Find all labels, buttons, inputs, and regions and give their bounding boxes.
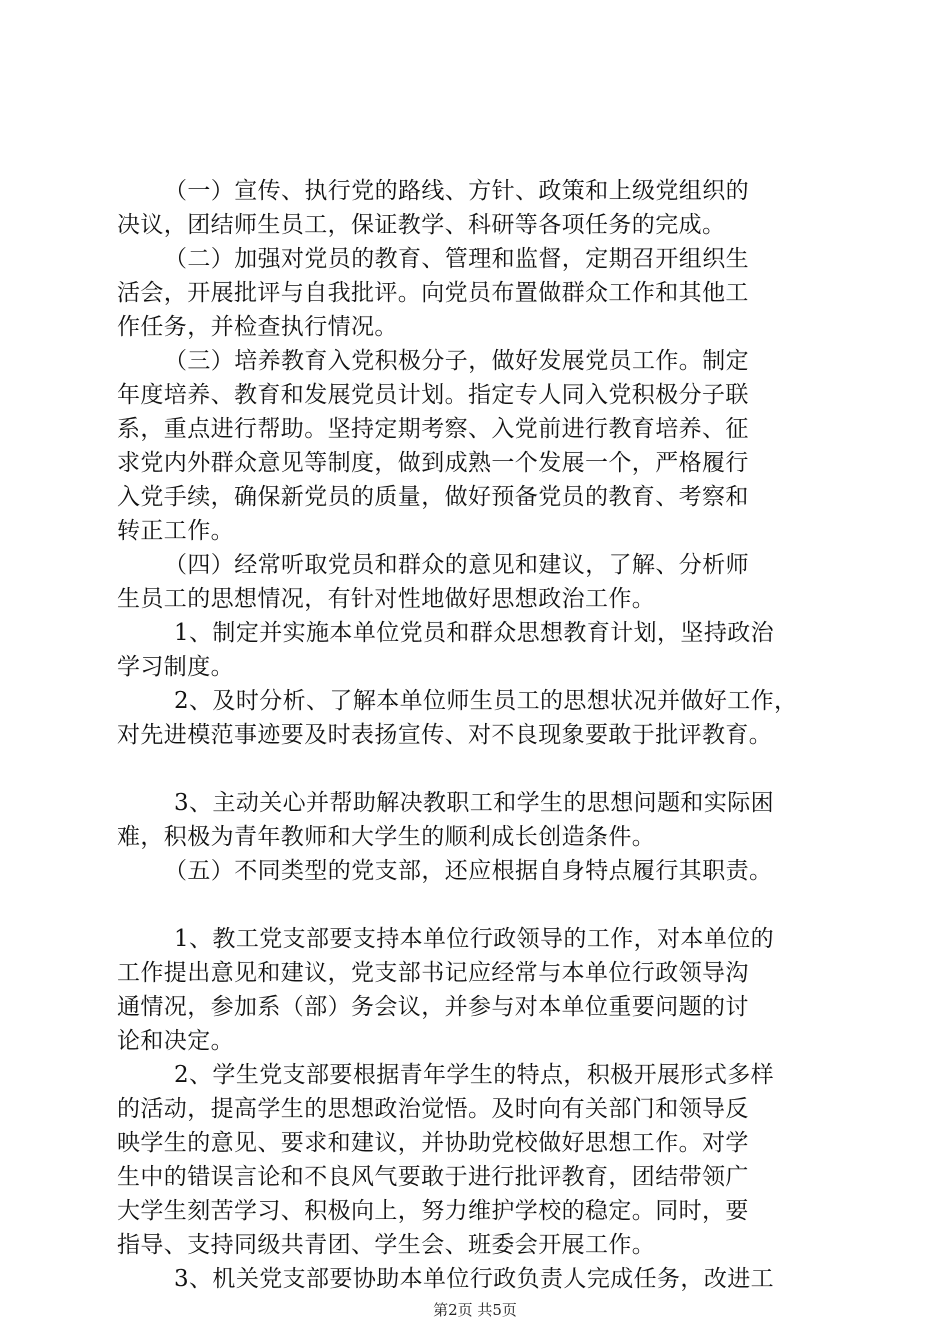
paragraph-spacer: [117, 752, 837, 786]
paragraph-item-2: （二）加强对党员的教育、管理和监督，定期召开组织生 活会，开展批评与自我批评。向党员布置做群众工作和其他工 作任务，并检查执行情况。: [117, 246, 749, 340]
paragraph-subitem-3: 3、主动关心并帮助解决教职工和学生的思想问题和实际困 难，积极为青年教师和大学生的顺利成长创造条件。: [117, 790, 775, 850]
paragraph-item-4: （四）经常听取党员和群众的意见和建议，了解、分析师 生员工的思想情况，有针对性地做好思想政治工作。: [117, 552, 749, 612]
paragraph-subitem-4: 1、教工党支部要支持本单位行政领导的工作，对本单位的 工作提出意见和建议，党支部书记应经常与本单位行政领导沟 通情况，参加系（部）务会议，并参与对本单位重要问题的讨 论和决定。: [117, 926, 775, 1054]
paragraph-item-3: （三）培养教育入党积极分子，做好发展党员工作。制定 年度培养、教育和发展党员计划。指定专人同入党积极分子联 系，重点进行帮助。坚持定期考察、入党前进行教育培养、征 求党内外群众意见等制度，做到成熟一个发展一个，严格履行 入党手续，确保新党员的质量，做好预备党员的教育、考察和 转正工作。: [117, 348, 749, 544]
page-number-footer: 第2页 共5页: [433, 1301, 517, 1319]
paragraph-subitem-5: 2、学生党支部要根据青年学生的特点，积极开展形式多样 的活动，提高学生的思想政治觉悟。及时向有关部门和领导反 映学生的意见、要求和建议，并协助党校做好思想工作。对学 生中的错误言论和不良风气要敢于进行批评教育，团结带领广 大学生刻苦学习、积极向上，努力维护学校的稳定。同时，要 指导、支持同级共青团、学生会、班委会开展工作。: [117, 1062, 775, 1258]
paragraph-subitem-6: 3、机关党支部要协助本单位行政负责人完成任务，改进工: [174, 1266, 775, 1292]
paragraph-spacer: [117, 888, 837, 922]
paragraph-item-5: （五）不同类型的党支部，还应根据自身特点履行其职责。: [164, 858, 773, 884]
paragraph-subitem-2: 2、及时分析、了解本单位师生员工的思想状况并做好工作， 对先进模范事迹要及时表扬宣传、对不良现象要敢于批评教育。: [117, 688, 798, 748]
paragraph-item-1: （一）宣传、执行党的路线、方针、政策和上级党组织的 决议，团结师生员工，保证教学、科研等各项任务的完成。: [117, 178, 749, 238]
paragraph-subitem-1: 1、制定并实施本单位党员和群众思想教育计划，坚持政治 学习制度。: [117, 620, 775, 680]
document-body: [117, 174, 837, 1296]
